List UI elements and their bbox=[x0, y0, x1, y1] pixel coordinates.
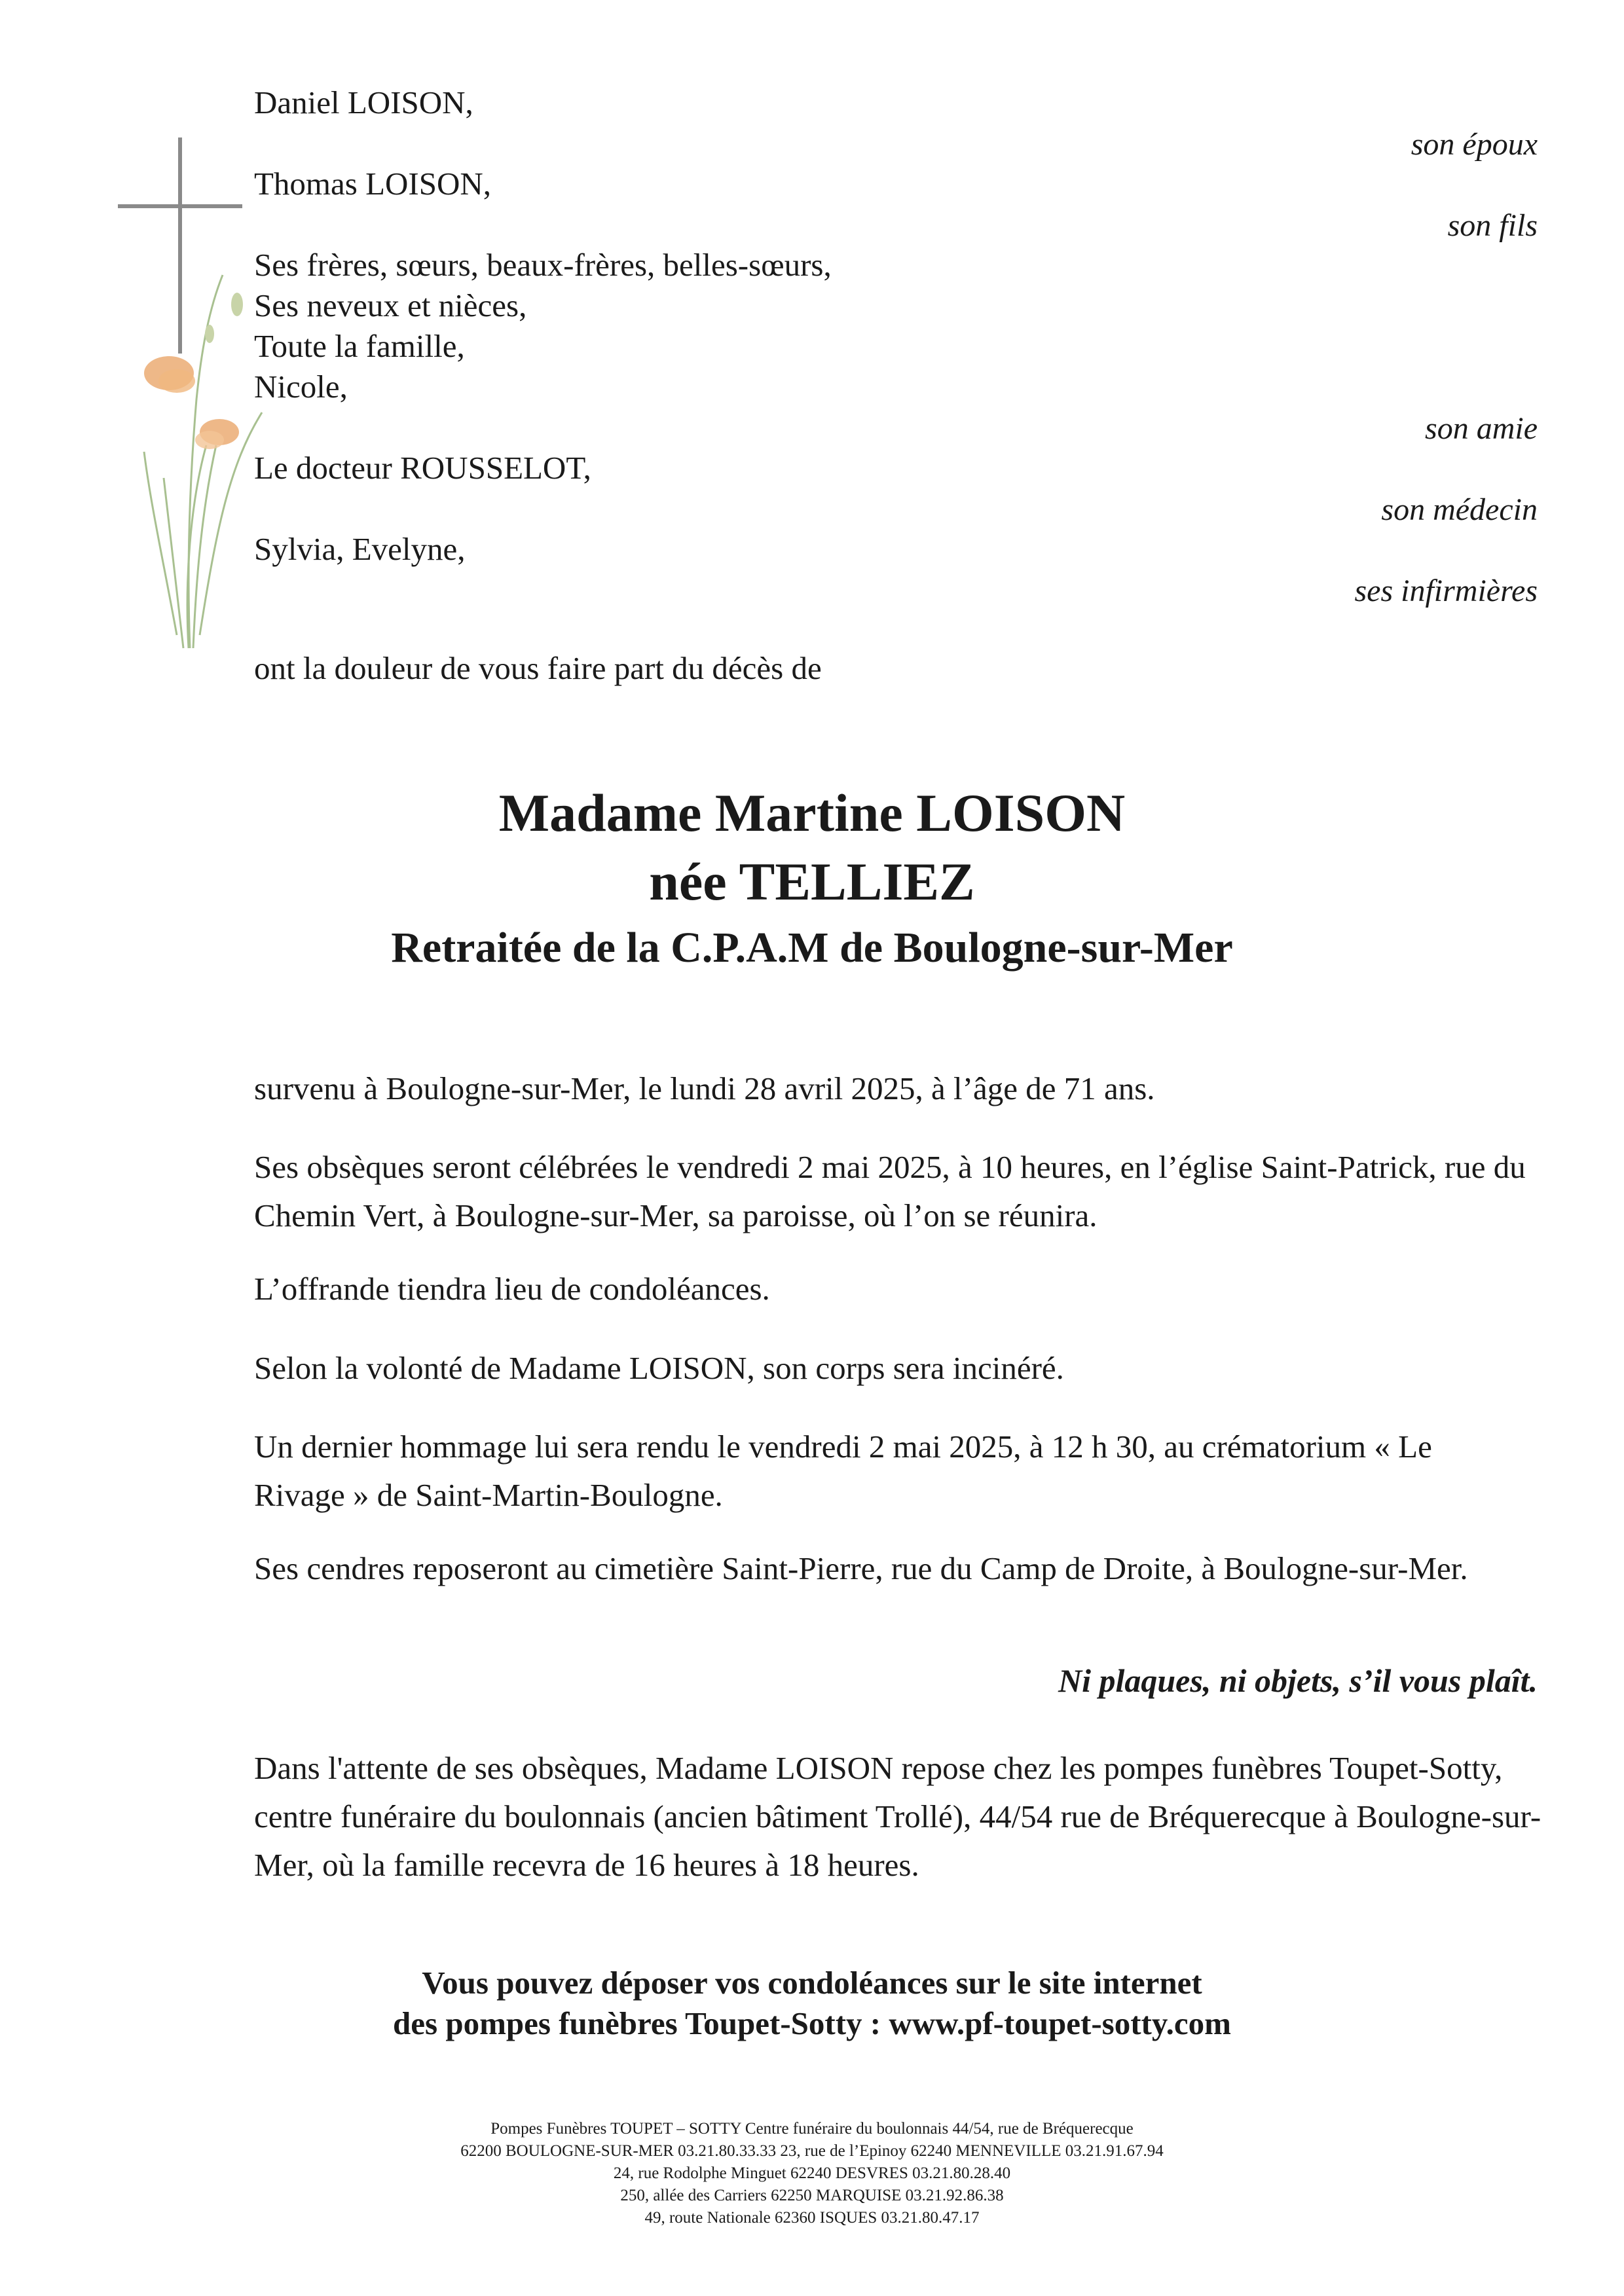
deceased-name: Madame Martine LOISON bbox=[498, 783, 1126, 843]
family-line-nephews: Ses neveux et nièces, bbox=[254, 287, 527, 323]
footer-line-3: 24, rue Rodolphe Minguet 62240 DESVRES 03.21.80.28.40 bbox=[613, 2164, 1011, 2182]
family-line-whole-family: Toute la famille, bbox=[254, 328, 465, 364]
role-son: son fils bbox=[1447, 208, 1538, 243]
paragraph-offering: L’offrande tiendra lieu de condoléances. bbox=[254, 1271, 770, 1307]
footer-line-5: 49, route Nationale 62360 ISQUES 03.21.80.47.17 bbox=[644, 2209, 980, 2227]
paragraph-funeral: Ses obsèques seront célébrées le vendredi 2 mai 2025, à 10 heures, en l’église Saint-Patrick, rue du Chemin Vert, à Boulogne-sur-Mer, sa paroisse, où l’on se réunira. bbox=[254, 1149, 1526, 1233]
paragraph-ashes: Ses cendres reposeront au cimetière Saint-Pierre, rue du Camp de Droite, à Boulogne-sur-Mer. bbox=[254, 1550, 1468, 1586]
family-line-nicole: Nicole, bbox=[254, 369, 348, 405]
flower-stems-icon bbox=[144, 275, 262, 648]
role-doctor: son médecin bbox=[1381, 492, 1538, 527]
cross-icon bbox=[118, 137, 242, 354]
role-friend: son amie bbox=[1425, 411, 1538, 446]
paragraph-repose: Dans l'attente de ses obsèques, Madame LOISON repose chez les pompes funèbres Toupet-Sotty, centre funéraire du boulonnais (ancien bâtiment Trollé), 44/54 rue de Bréquerecque à Boulogne-sur-Mer, où la famille recevra de 16 heures à 18 heures. bbox=[254, 1750, 1541, 1883]
deceased-birth-name: née TELLIEZ bbox=[649, 852, 975, 911]
intro-text: ont la douleur de vous faire part du décès de bbox=[254, 650, 822, 686]
condolences-line-1: Vous pouvez déposer vos condoléances sur le site internet bbox=[422, 1965, 1202, 2001]
family-line-daniel: Daniel LOISON, bbox=[254, 84, 473, 120]
deceased-occupation: Retraitée de la C.P.A.M de Boulogne-sur-Mer bbox=[391, 924, 1233, 972]
footer-line-2: 62200 BOULOGNE-SUR-MER 03.21.80.33.33 23, rue de l’Epinoy 62240 MENNEVILLE 03.21.91.67.94 bbox=[460, 2142, 1164, 2160]
footer-line-4: 250, allée des Carriers 62250 MARQUISE 03.21.92.86.38 bbox=[620, 2187, 1004, 2204]
family-line-nurses-names: Sylvia, Evelyne, bbox=[254, 531, 466, 567]
family-line-doctor: Le docteur ROUSSELOT, bbox=[254, 450, 591, 486]
family-line-siblings: Ses frères, sœurs, beaux-frères, belles-sœurs, bbox=[254, 247, 832, 283]
paragraph-cremation: Selon la volonté de Madame LOISON, son corps sera incinéré. bbox=[254, 1350, 1064, 1386]
paragraph-death: survenu à Boulogne-sur-Mer, le lundi 28 avril 2025, à l’âge de 71 ans. bbox=[254, 1070, 1155, 1106]
no-plaques-notice: Ni plaques, ni objets, s’il vous plaît. bbox=[1058, 1662, 1538, 1699]
cross-flower-decoration bbox=[111, 137, 268, 661]
family-line-thomas: Thomas LOISON, bbox=[254, 166, 492, 202]
role-nurses: ses infirmières bbox=[1354, 574, 1538, 608]
condolences-line-2: des pompes funèbres Toupet-Sotty : www.pf-toupet-sotty.com bbox=[393, 2005, 1231, 2041]
paragraph-homage: Un dernier hommage lui sera rendu le vendredi 2 mai 2025, à 12 h 30, au crématorium « Le Rivage » de Saint-Martin-Boulogne. bbox=[254, 1429, 1432, 1513]
role-spouse: son époux bbox=[1411, 127, 1538, 162]
footer-line-1: Pompes Funèbres TOUPET – SOTTY Centre funéraire du boulonnais 44/54, rue de Bréquerecque bbox=[490, 2120, 1134, 2138]
